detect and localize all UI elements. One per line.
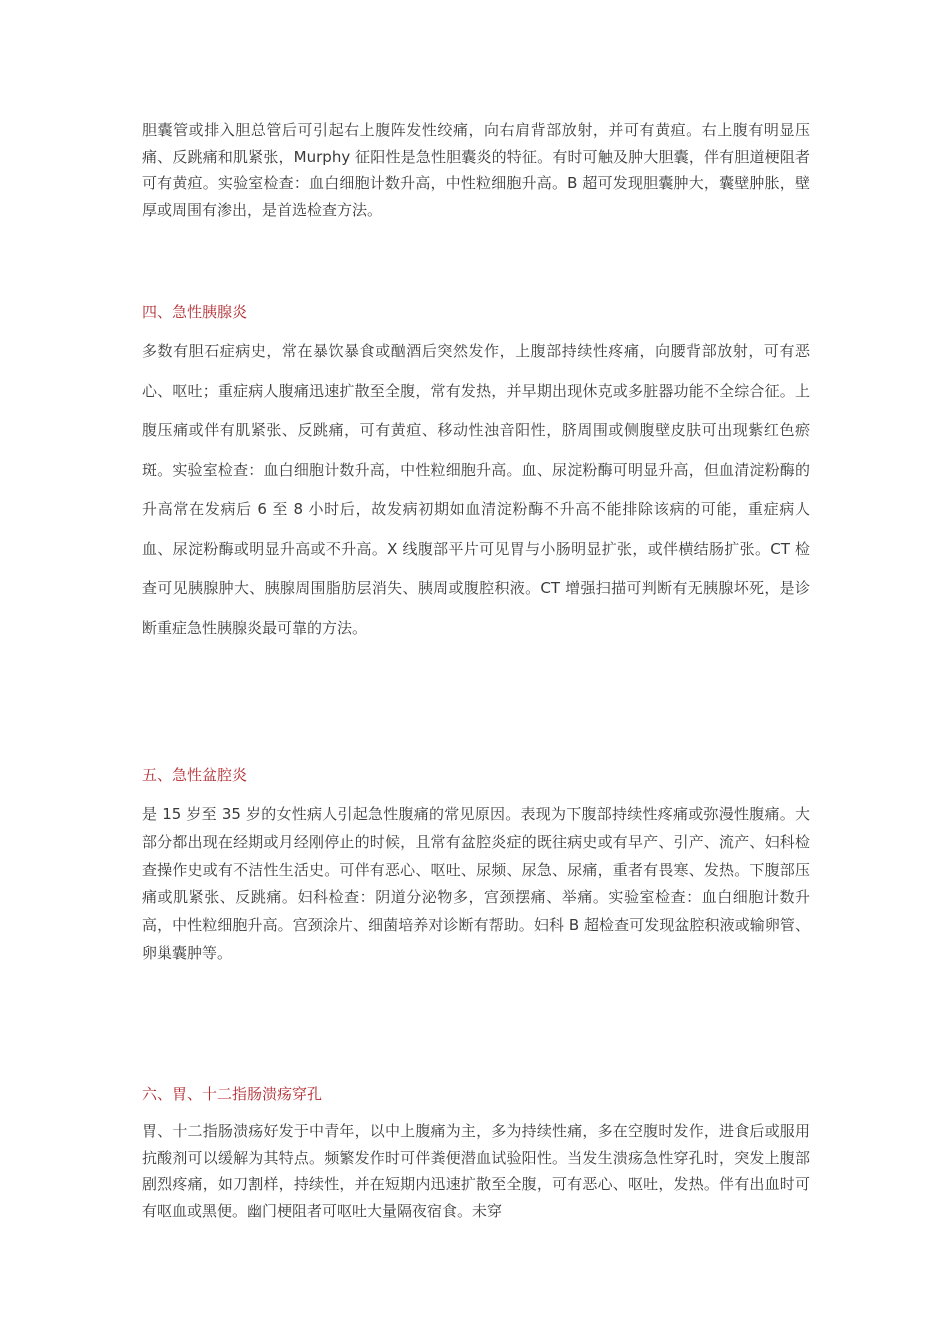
section-body-ulcer-perforation: 胃、十二指肠溃疡好发于中青年，以中上腹痛为主，多为持续性痛，多在空腹时发作，进食后或服用抗酸剂可以缓解为其特点。频繁发作时可伴粪便潜血试验阳性。当发生溃疡急性穿孔时，突发上腹部剧烈疼痛，如刀割样，持续性，并在短期内迅速扩散至全腹，可有恶心、呕吐，发热。伴有出血时可有呕血或黑便。幽门梗阻者可呕吐大量隔夜宿食。未穿 (142, 1122, 810, 1220)
section-heading-ulcer-perforation: 六、胃、十二指肠溃疡穿孔 (142, 1085, 323, 1103)
intro-paragraph: 胆囊管或排入胆总管后可引起右上腹阵发性绞痛，向右肩背部放射，并可有黄疸。右上腹有明显压痛、反跳痛和肌紧张，Murphy 征阳性是急性胆囊炎的特征。有时可触及肿大胆囊，伴有胆道梗阻者可有黄疸。实验室检查：血白细胞计数升高，中性粒细胞升高。B 超可发现胆囊肿大，囊壁肿胀，壁厚或周围有渗出，是首选检查方法。 (142, 121, 810, 219)
section-body-acute-pelvic-inflammation: 是 15 岁至 35 岁的女性病人引起急性腹痛的常见原因。表现为下腹部持续性疼痛或弥漫性腹痛。大部分都出现在经期或月经刚停止的时候，且常有盆腔炎症的既往病史或有早产、引产、流产、妇科检查操作史或有不洁性生活史。可伴有恶心、呕吐、尿频、尿急、尿痛，重者有畏寒、发热。下腹部压痛或肌紧张、反跳痛。妇科检查：阴道分泌物多，宫颈摆痛、举痛。实验室检查：血白细胞计数升高，中性粒细胞升高。宫颈涂片、细菌培养对诊断有帮助。妇科 B 超检查可发现盆腔积液或输卵管、卵巢囊肿等。 (142, 805, 810, 962)
section-heading-acute-pelvic-inflammation: 五、急性盆腔炎 (142, 766, 248, 784)
section-body-acute-pancreatitis: 多数有胆石症病史，常在暴饮暴食或酗酒后突然发作，上腹部持续性疼痛，向腰背部放射，可有恶心、呕吐；重症病人腹痛迅速扩散至全腹，常有发热，并早期出现休克或多脏器功能不全综合征。上腹压痛或伴有肌紧张、反跳痛，可有黄疸、移动性浊音阳性，脐周围或侧腹壁皮肤可出现紫红色瘀斑。实验室检查：血白细胞计数升高，中性粒细胞升高。血、尿淀粉酶可明显升高，但血清淀粉酶的升高常在发病后 6 至 8 小时后，故发病初期如血清淀粉酶不升高不能排除该病的可能，重症病人血、尿淀粉酶或明显升高或不升高。X 线腹部平片可见胃与小肠明显扩张，或伴横结肠扩张。CT 检查可见胰腺肿大、胰腺周围脂肪层消失、胰周或腹腔积液。CT 增强扫描可判断有无胰腺坏死，是诊断重症急性胰腺炎最可靠的方法。 (142, 342, 810, 637)
section-heading-acute-pancreatitis: 四、急性胰腺炎 (142, 303, 248, 321)
